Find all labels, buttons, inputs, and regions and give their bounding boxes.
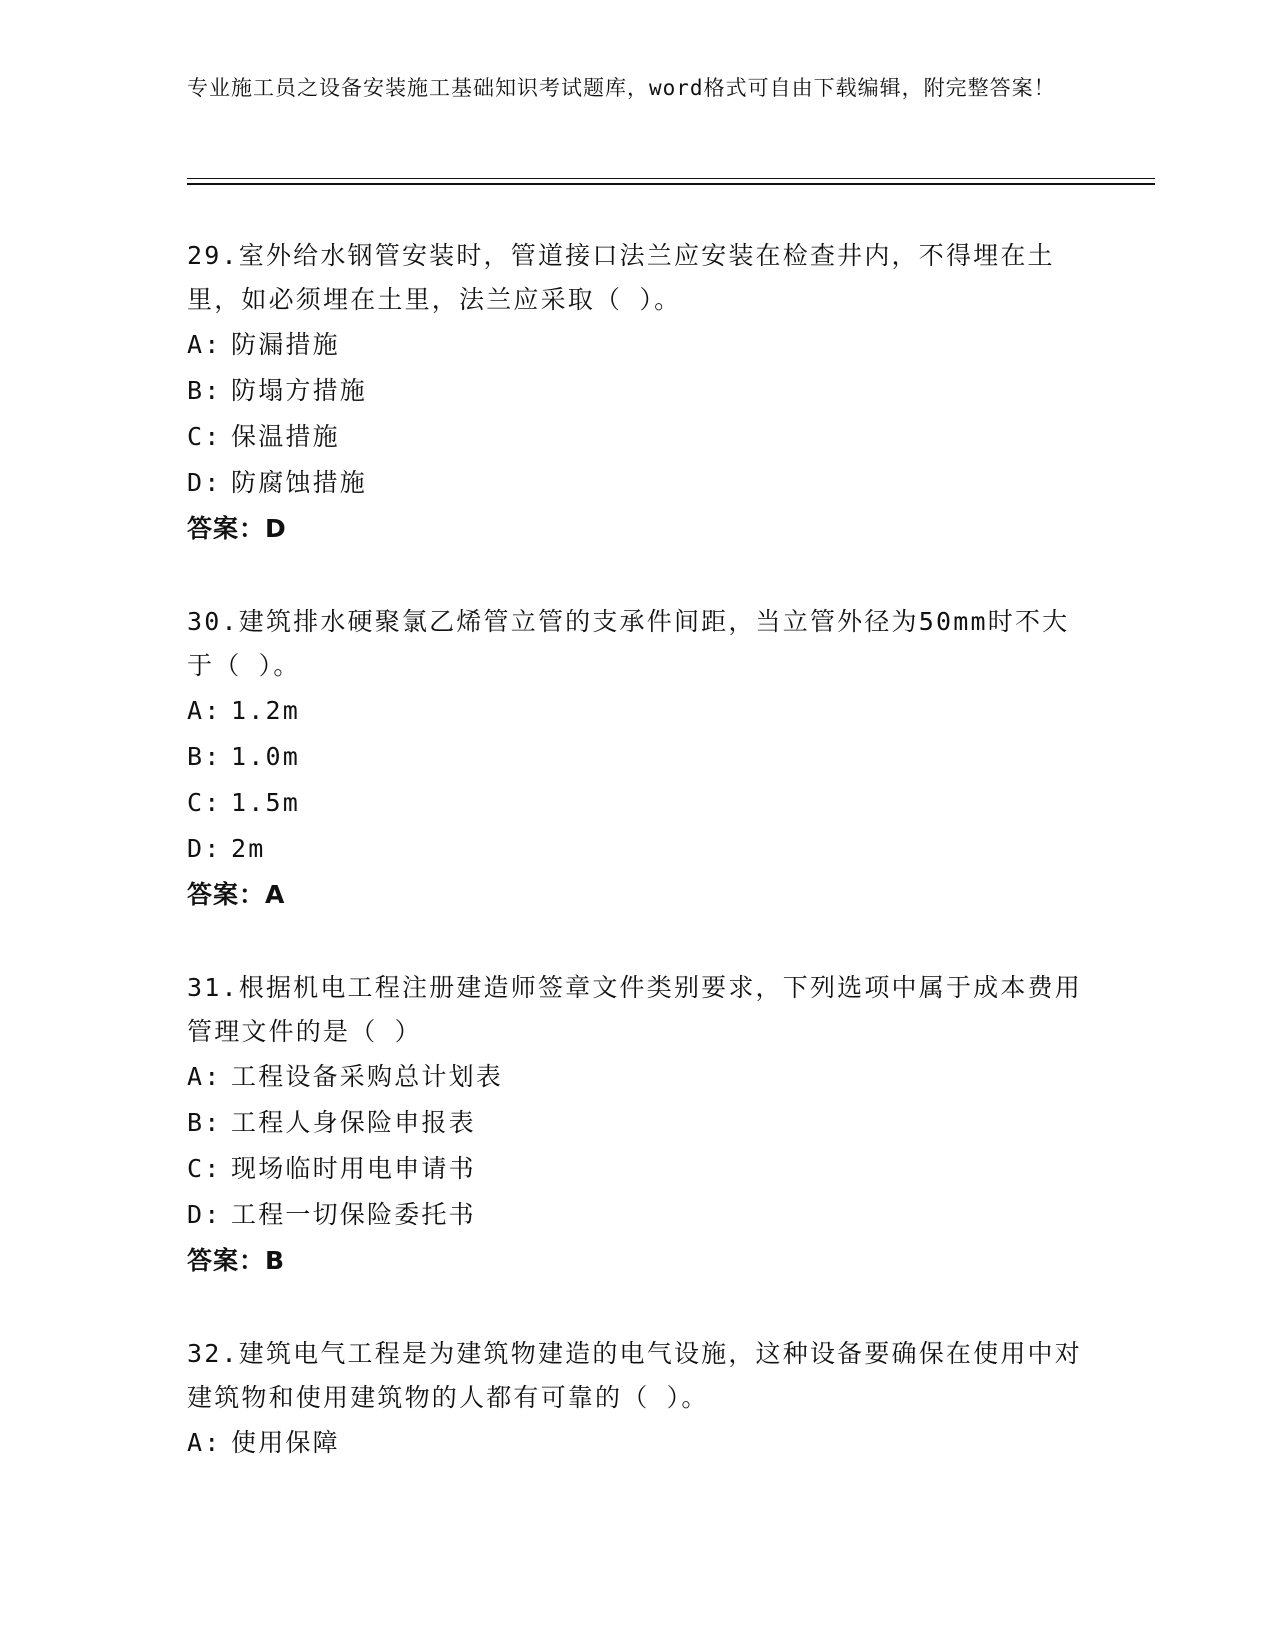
question-29 xyxy=(187,234,1087,552)
answer-line: 答案：B xyxy=(187,1246,286,1275)
option-c xyxy=(187,1146,1087,1192)
option-a xyxy=(187,688,1087,734)
option-letter: B: xyxy=(187,376,222,405)
option-text: 防漏措施 xyxy=(231,330,340,359)
option-text: 1.5m xyxy=(231,788,301,817)
question-text: 32.建筑电气工程是为建筑物建造的电气设施，这种设备要确保在使用中对建筑物和使用建筑物的人都有可靠的（ ）。 xyxy=(187,1339,1082,1412)
option-letter: C: xyxy=(187,788,222,817)
document-header: 专业施工员之设备安装施工基础知识考试题库，word格式可自由下载编辑，附完整答案！ xyxy=(187,76,1056,100)
option-a xyxy=(187,322,1087,368)
option-c xyxy=(187,414,1087,460)
option-text: 1.2m xyxy=(231,696,301,725)
option-text: 工程人身保险申报表 xyxy=(231,1108,476,1137)
option-letter: A: xyxy=(187,696,222,725)
question-text: 29.室外给水钢管安装时，管道接口法兰应安装在检查井内，不得埋在土里，如必须埋在土里，法兰应采取（ ）。 xyxy=(187,241,1055,314)
option-text: 保温措施 xyxy=(231,422,340,451)
option-letter: C: xyxy=(187,422,222,451)
option-text: 1.0m xyxy=(231,742,301,771)
option-letter: C: xyxy=(187,1154,222,1183)
answer-line: 答案：A xyxy=(187,880,286,909)
option-letter: D: xyxy=(187,1200,222,1229)
option-text: 工程设备采购总计划表 xyxy=(231,1062,504,1091)
option-letter: A: xyxy=(187,1428,222,1457)
question-text: 30.建筑排水硬聚氯乙烯管立管的支承件间距，当立管外径为50mm时不大于（ ）。 xyxy=(187,607,1070,680)
option-b xyxy=(187,734,1087,780)
option-text: 工程一切保险委托书 xyxy=(231,1200,476,1229)
option-d xyxy=(187,460,1087,506)
option-text: 2m xyxy=(231,834,266,863)
option-d xyxy=(187,1192,1087,1238)
option-c xyxy=(187,780,1087,826)
option-letter: A: xyxy=(187,1062,222,1091)
answer-line: 答案：D xyxy=(187,514,287,543)
option-letter: A: xyxy=(187,330,222,359)
option-letter: B: xyxy=(187,1108,222,1137)
question-31 xyxy=(187,966,1087,1284)
option-text: 防腐蚀措施 xyxy=(231,468,368,497)
option-text: 使用保障 xyxy=(231,1428,340,1457)
option-a xyxy=(187,1420,1087,1466)
option-letter: D: xyxy=(187,834,222,863)
option-b xyxy=(187,368,1087,414)
question-30 xyxy=(187,600,1087,918)
option-text: 现场临时用电申请书 xyxy=(231,1154,476,1183)
header-divider-thin xyxy=(187,178,1155,179)
header-divider-thick xyxy=(187,183,1155,185)
option-letter: B: xyxy=(187,742,222,771)
question-text: 31.根据机电工程注册建造师签章文件类别要求，下列选项中属于成本费用管理文件的是（ ） xyxy=(187,973,1082,1046)
question-32 xyxy=(187,1332,1087,1466)
option-a xyxy=(187,1054,1087,1100)
option-letter: D: xyxy=(187,468,222,497)
option-text: 防塌方措施 xyxy=(231,376,368,405)
option-b xyxy=(187,1100,1087,1146)
option-d xyxy=(187,826,1087,872)
